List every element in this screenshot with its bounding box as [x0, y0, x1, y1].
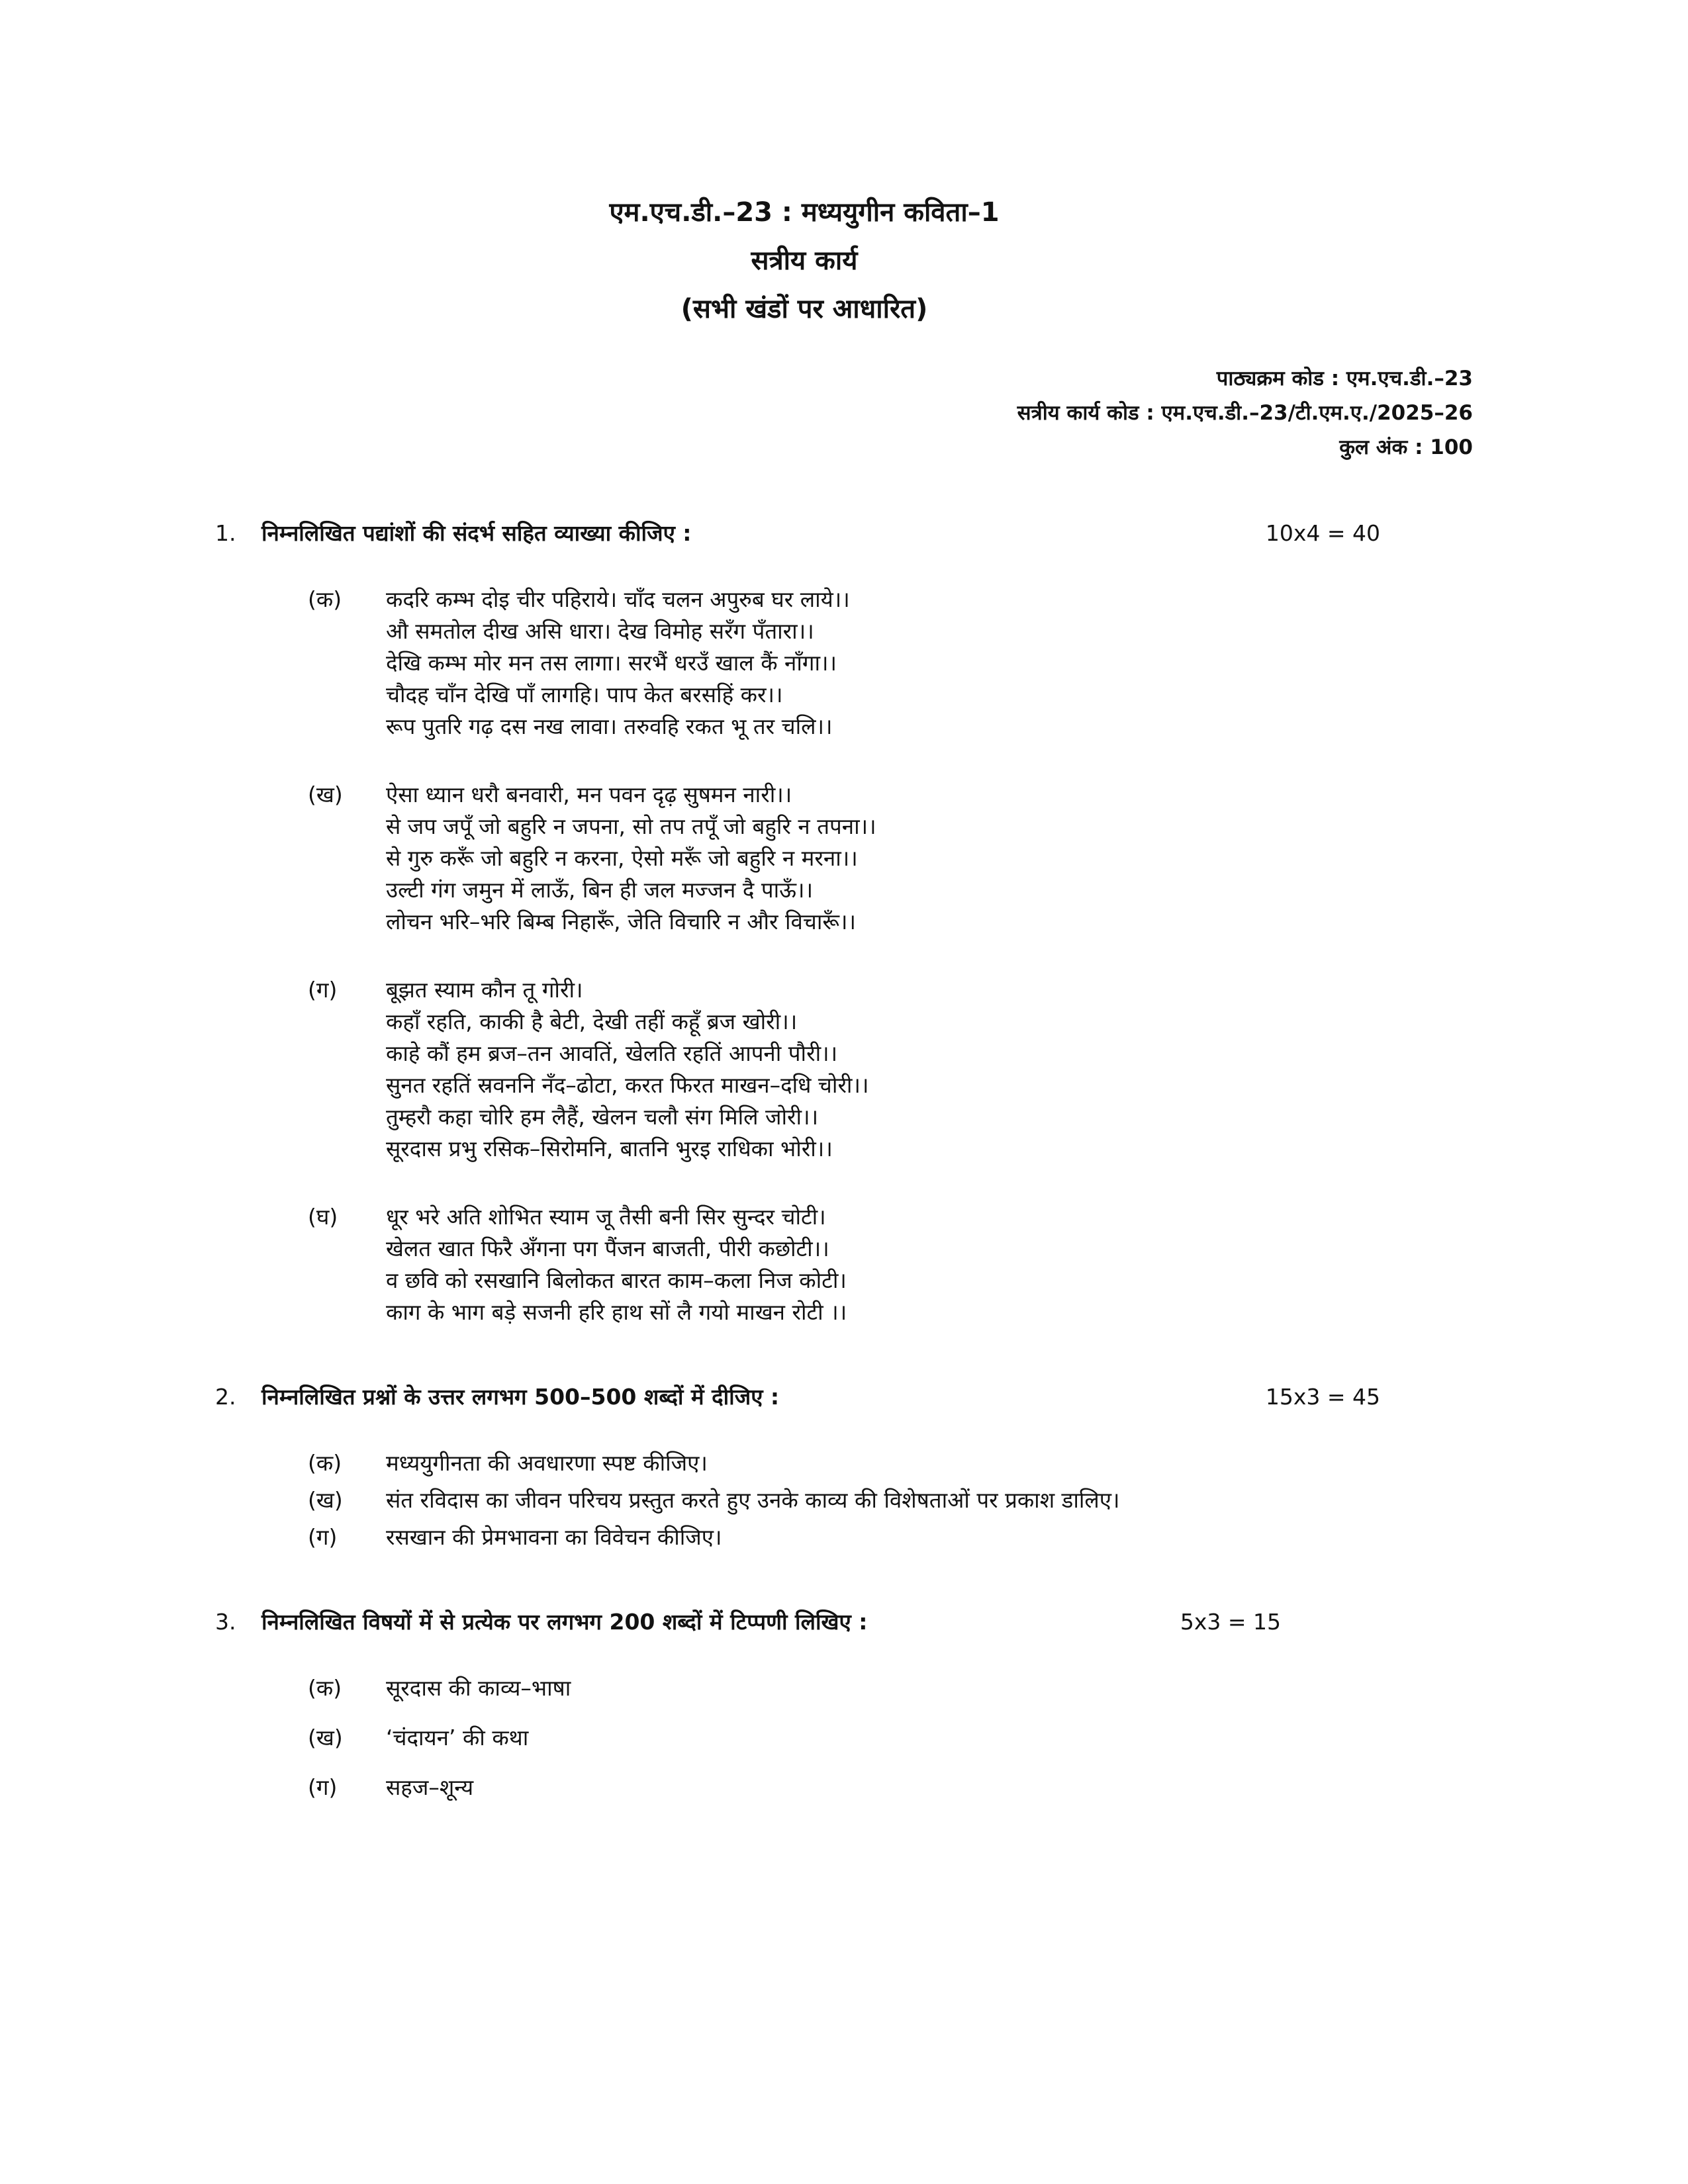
part-label: (ख) — [308, 782, 343, 807]
part-text-line: ‘चंदायन’ की कथा — [386, 1725, 529, 1751]
verse-line: सुनत रहतिं स्रवननि नँद–ढोटा, करत फिरत माखन–दधि चोरी।। — [386, 1072, 869, 1098]
verse-line: उल्टी गंग जमुन में लाऊँ, बिन ही जल मज्जन दै पाऊँ।। — [386, 877, 814, 903]
question-2-header — [215, 1381, 1473, 1413]
verse-line: से जप जपूँ जो बहुरि न जपना, सो तप तपूँ जो बहुरि न तपना।। — [386, 813, 876, 839]
verse-line: रूप पुतरि गढ़ दस नख लावा। तरुवहि रकत भू तर चलि।। — [386, 713, 833, 739]
question-2-part-kha — [308, 1484, 1473, 1516]
verse-line: कहाँ रहति, काकी है बेटी, देखी तहीं कहूँ ब्रज खोरी।। — [386, 1009, 798, 1034]
part-label: (क) — [308, 586, 342, 612]
question-2-part-ka — [308, 1447, 1473, 1479]
question-text: निम्नलिखित विषयों में से प्रत्येक पर लगभग 200 शब्दों में टिप्पणी लिखिए : — [261, 1609, 868, 1635]
verse-line: बूझत स्याम कौन तू गोरी। — [386, 977, 583, 1003]
question-3-header — [215, 1606, 1473, 1638]
verse-line: खेलत खात फिरै अँगना पग पैंजन बाजती, पीरी कछोटी।। — [386, 1236, 829, 1261]
part-text — [386, 1772, 1473, 1803]
question-1-part-kha — [308, 779, 1473, 938]
verse-line: ऐसा ध्यान धरौ बनवारी, मन पवन दृढ़ सुषमन नारी।। — [386, 782, 792, 807]
verse-line: चौदह चाँन देखि पाँ लागहि। पाप केत बरसहिं कर।। — [386, 682, 783, 707]
part-label: (घ) — [308, 1204, 338, 1230]
question-2 — [215, 1381, 1473, 1553]
part-label: (ख) — [308, 1725, 343, 1751]
question-marks: 10x4 = 40 — [1265, 520, 1380, 546]
question-2-part-ga — [308, 1522, 1473, 1553]
question-3-part-kha — [308, 1722, 1473, 1754]
part-label: (ख) — [308, 1487, 343, 1513]
verse-line: लोचन भरि–भरि बिम्ब निहारूँ, जेति विचारि न और विचारूँ।। — [386, 909, 857, 934]
question-1-part-ka — [308, 584, 1473, 743]
question-3-part-ga — [308, 1772, 1473, 1803]
verse-block — [386, 1201, 1473, 1328]
part-text — [386, 1672, 1473, 1704]
part-text-line: मध्ययुगीनता की अवधारणा स्पष्ट कीजिए। — [386, 1450, 708, 1476]
assignment-note: (सभी खंडों पर आधारित) — [680, 294, 928, 324]
verse-line: औ समतोल दीख असि धारा। देख विमोह सरँग पँतारा।। — [386, 618, 814, 644]
part-text — [386, 1484, 1473, 1516]
assignment-subtitle: सत्रीय कार्य — [751, 246, 858, 276]
meta-block — [215, 361, 1473, 465]
verse-block — [386, 974, 1473, 1165]
verse-line: सूरदास प्रभु रसिक–सिरोमनि, बातनि भुरइ राधिका भोरी।। — [386, 1136, 833, 1161]
question-3 — [215, 1606, 1473, 1803]
course-code: पाठ्यक्रम कोड : एम.एच.डी.–23 — [1216, 367, 1473, 390]
part-text-line: संत रविदास का जीवन परिचय प्रस्तुत करते हुए उनके काव्य की विशेषताओं पर प्रकाश डालिए। — [386, 1487, 1120, 1513]
part-text — [386, 1522, 1473, 1553]
question-number: 2. — [215, 1384, 236, 1410]
question-number: 1. — [215, 520, 236, 546]
part-text-line: सूरदास की काव्य–भाषा — [386, 1675, 571, 1701]
question-1-part-ga — [308, 974, 1473, 1165]
question-1 — [215, 518, 1473, 1328]
verse-line: व छवि को रसखानि बिलोकत बारत काम–कला निज कोटी। — [386, 1267, 847, 1293]
verse-line: से गुरु करूँ जो बहुरि न करना, ऐसो मरूँ जो बहुरि न मरना।। — [386, 845, 858, 871]
question-text: निम्नलिखित पद्यांशों की संदर्भ सहित व्याख्या कीजिए : — [261, 520, 692, 546]
question-marks: 15x3 = 45 — [1265, 1384, 1380, 1410]
part-label: (ग) — [308, 1524, 338, 1550]
verse-line: तुम्हरौ कहा चोरि हम लैहैं, खेलन चलौ संग मिलि जोरी।। — [386, 1104, 819, 1130]
assignment-title: एम.एच.डी.–23 : मध्ययुगीन कविता–1 — [609, 197, 1000, 228]
part-label: (ग) — [308, 977, 338, 1003]
question-3-part-ka — [308, 1672, 1473, 1704]
question-marks: 5x3 = 15 — [1180, 1609, 1281, 1635]
verse-line: काग के भाग बड़े सजनी हरि हाथ सों लै गयो माखन रोटी ।। — [386, 1299, 847, 1325]
assignment-code: सत्रीय कार्य कोड : एम.एच.डी.–23/टी.एम.ए./2025–26 — [1017, 401, 1473, 425]
part-text — [386, 1722, 1473, 1754]
question-1-header — [215, 518, 1473, 549]
question-number: 3. — [215, 1609, 236, 1635]
verse-line: धूर भरे अति शोभित स्याम जू तैसी बनी सिर सुन्दर चोटी। — [386, 1204, 826, 1230]
verse-line: कदरि कम्भ दोइ चीर पहिराये। चाँद चलन अपुरुब घर लाये।। — [386, 586, 850, 612]
verse-line: देखि कम्भ मोर मन तस लागा। सरभैं धरउँ खाल कैं नाँगा।। — [386, 650, 837, 676]
part-label: (क) — [308, 1450, 342, 1476]
question-text: निम्नलिखित प्रश्नों के उत्तर लगभग 500–500 शब्दों में दीजिए : — [261, 1384, 780, 1410]
title-block — [175, 189, 1433, 334]
part-label: (ग) — [308, 1774, 338, 1800]
part-text-line: रसखान की प्रेमभावना का विवेचन कीजिए। — [386, 1524, 722, 1550]
verse-block — [386, 779, 1473, 938]
total-marks: कुल अंक : 100 — [1339, 435, 1473, 459]
verse-block — [386, 584, 1473, 743]
part-text — [386, 1447, 1473, 1479]
question-1-part-gha — [308, 1201, 1473, 1328]
part-text-line: सहज–शून्य — [386, 1774, 474, 1800]
verse-line: काहे कौं हम ब्रज–तन आवतिं, खेलति रहतिं आपनी पौरी।। — [386, 1040, 838, 1066]
part-label: (क) — [308, 1675, 342, 1701]
